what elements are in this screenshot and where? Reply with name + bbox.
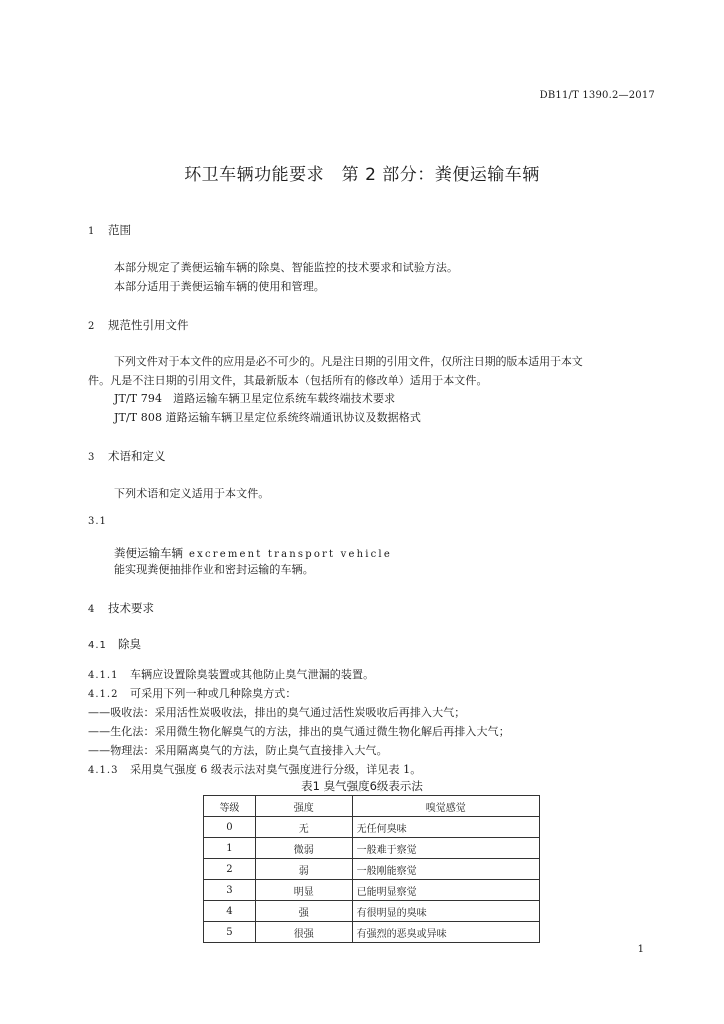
- clause-number: 4.1.2: [88, 689, 119, 700]
- clause-text: 车辆应设置除臭装置或其他防止臭气泄漏的装置。: [130, 668, 375, 681]
- term-chinese: 粪便运输车辆: [114, 546, 183, 560]
- term-definition: 能实现粪便抽排作业和密封运输的车辆。: [114, 563, 314, 576]
- list-item: ——物理法：采用隔离臭气的方法，防止臭气直接排入大气。: [88, 744, 388, 757]
- normative-reference: JT/T 808 道路运输车辆卫星定位系统终端通讯协议及数据格式: [114, 411, 421, 424]
- header-olfactory-sense: 嗅觉感觉: [352, 796, 539, 817]
- section-title: 技术要求: [108, 601, 154, 615]
- clause-text: 可采用下列一种或几种除臭方式：: [130, 687, 297, 700]
- cell-intensity: 强: [255, 901, 352, 922]
- subsection-heading: [88, 636, 141, 652]
- table-header-row: [204, 796, 540, 817]
- paragraph: 件。凡是不注日期的引用文件，其最新版本（包括所有的修改单）适用于本文件。: [88, 374, 488, 387]
- cell-grade: 2: [204, 859, 256, 880]
- section-number: 4: [88, 604, 95, 615]
- cell-grade: 0: [204, 817, 256, 838]
- document-title: 环卫车辆功能要求 第 2 部分：粪便运输车辆: [184, 165, 540, 185]
- cell-intensity: 无: [255, 817, 352, 838]
- clause-text: 采用臭气强度 6 级表示法对臭气强度进行分级，详见表 1。: [130, 763, 422, 776]
- section-title: 规范性引用文件: [108, 318, 189, 332]
- list-item: ——生化法：采用微生物化解臭气的方法，排出的臭气通过微生物化解后再排入大气；: [88, 725, 510, 738]
- paragraph: 本部分适用于粪便运输车辆的使用和管理。: [114, 280, 325, 293]
- paragraph: 本部分规定了粪便运输车辆的除臭、智能监控的技术要求和试验方法。: [114, 261, 459, 274]
- table-row: [204, 859, 540, 880]
- table-caption: 表1 臭气强度6级表示法: [301, 779, 423, 793]
- section-1-heading: [88, 222, 131, 238]
- header-grade: 等级: [204, 796, 256, 817]
- cell-grade: 1: [204, 838, 256, 859]
- cell-grade: 4: [204, 901, 256, 922]
- section-3-heading: [88, 448, 166, 464]
- term-entry: [114, 542, 392, 561]
- cell-olfactory-sense: 有很明显的臭味: [352, 901, 539, 922]
- page-number: 1: [637, 944, 644, 955]
- clause-number: 4.1: [88, 640, 107, 651]
- section-2-heading: [88, 317, 189, 333]
- cell-olfactory-sense: 无任何臭味: [352, 817, 539, 838]
- clause-number: 4.1.3: [88, 765, 119, 776]
- odor-intensity-table: [203, 795, 540, 943]
- header-intensity: 强度: [255, 796, 352, 817]
- paragraph: 下列术语和定义适用于本文件。: [114, 487, 270, 500]
- cell-olfactory-sense: 一般刚能察觉: [352, 859, 539, 880]
- clause-number: 3.1: [88, 516, 107, 527]
- section-4-heading: [88, 600, 154, 616]
- table-row: [204, 880, 540, 901]
- list-item: ——吸收法：采用活性炭吸收法，排出的臭气通过活性炭吸收后再排入大气；: [88, 706, 466, 719]
- table-row: [204, 817, 540, 838]
- cell-grade: 3: [204, 880, 256, 901]
- cell-olfactory-sense: 一般难于察觉: [352, 838, 539, 859]
- cell-intensity: 明显: [255, 880, 352, 901]
- cell-grade: 5: [204, 922, 256, 943]
- clause: [88, 761, 421, 777]
- clause: [88, 666, 374, 682]
- subsection-title: 除臭: [118, 637, 141, 651]
- section-title: 范围: [108, 223, 131, 237]
- cell-intensity: 微弱: [255, 838, 352, 859]
- term-english: excrement transport vehicle: [189, 549, 392, 560]
- section-number: 3: [88, 452, 95, 463]
- paragraph: 下列文件对于本文件的应用是必不可少的。凡是注日期的引用文件，仅所注日期的版本适用于本文: [114, 355, 583, 368]
- table-row: [204, 901, 540, 922]
- document-code: DB11/T 1390.2—2017: [539, 90, 655, 101]
- normative-reference: JT/T 794 道路运输车辆卫星定位系统车载终端技术要求: [114, 392, 396, 405]
- section-number: 1: [88, 226, 95, 237]
- cell-olfactory-sense: 已能明显察觉: [352, 880, 539, 901]
- cell-intensity: 弱: [255, 859, 352, 880]
- cell-intensity: 很强: [255, 922, 352, 943]
- section-title: 术语和定义: [108, 449, 166, 463]
- section-number: 2: [88, 321, 95, 332]
- cell-olfactory-sense: 有强烈的恶臭或异味: [352, 922, 539, 943]
- clause: [88, 685, 297, 701]
- table-row: [204, 838, 540, 859]
- table-row: [204, 922, 540, 943]
- clause-number: 4.1.1: [88, 670, 119, 681]
